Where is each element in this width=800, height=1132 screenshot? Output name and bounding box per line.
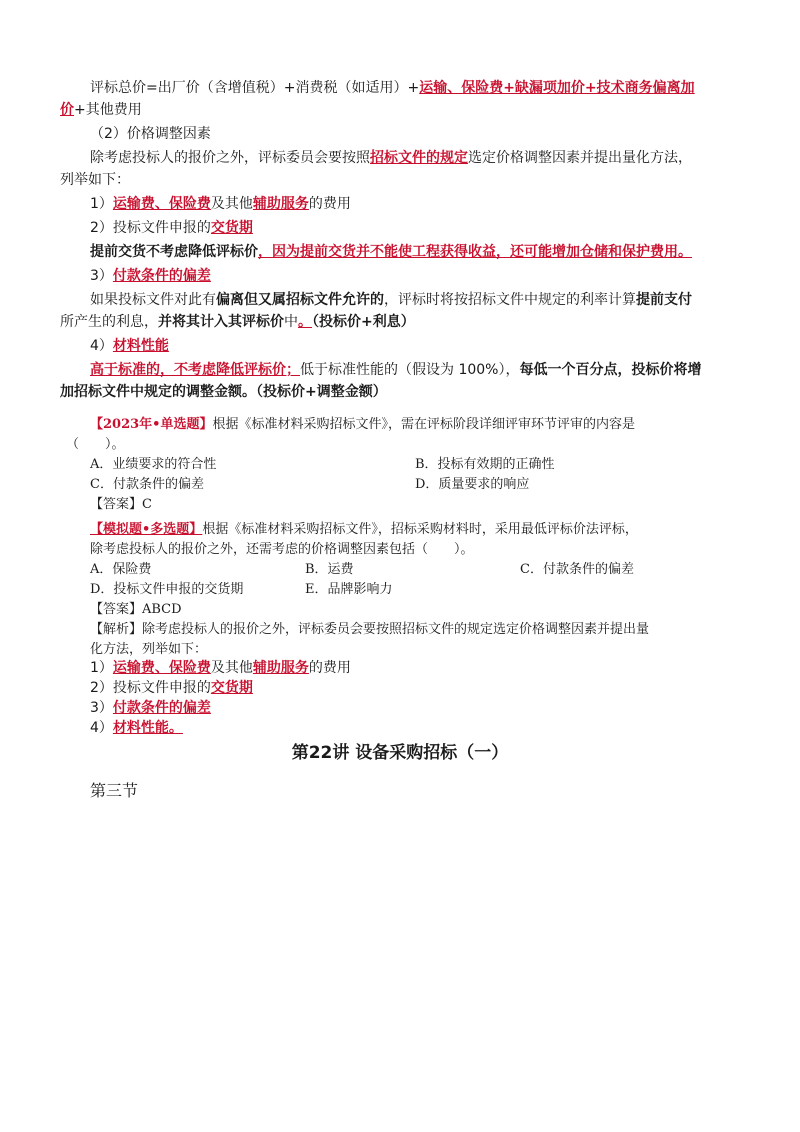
highlight: 高于标准的，不考虑降低评标价； — [90, 362, 300, 378]
text: 的费用 — [308, 660, 351, 676]
highlight: 材料性能 — [112, 338, 169, 354]
question-1-answer: 【答案】C — [90, 497, 152, 512]
highlight: 辅助服务 — [252, 196, 309, 212]
explanation-item-1 — [90, 658, 351, 678]
highlight: 运输费、保险费 — [112, 196, 211, 212]
list-item-4 — [90, 336, 169, 356]
num: 4） — [90, 338, 113, 354]
question-tag: 【模拟题•多选题】 — [90, 522, 203, 537]
num: 1） — [90, 660, 113, 676]
question-1-option-b: B．投标有效期的正确性 — [415, 457, 555, 472]
bold-text: 偏离但又属招标文件允许的 — [216, 292, 384, 308]
total-price-formula-line-1 — [90, 78, 695, 98]
question-1-option-a: A．业绩要求的符合性 — [90, 457, 217, 472]
bold-text: 并将其计入其评标价 — [158, 314, 284, 330]
list-item-3-note-1 — [90, 290, 692, 310]
highlight: 交货期 — [210, 680, 253, 696]
text: 及其他 — [210, 196, 253, 212]
bold-text: 每低一个百分点，投标价将增 — [519, 362, 702, 378]
formula-text: 评标总价=出厂价（含增值税）+消费税（如适用）+ — [90, 80, 420, 96]
list-item-4-note-1 — [90, 360, 701, 380]
text: 2）投标文件申报的 — [90, 220, 211, 236]
bold-text: 提前交货不考虑降低评标价 — [90, 244, 258, 260]
text: 中 — [284, 314, 298, 330]
question-1-option-c: C．付款条件的偏差 — [90, 477, 204, 492]
list-item-4-note-2: 加招标文件中规定的调整金额。（投标价+调整金额） — [60, 384, 387, 400]
price-adjust-heading: （2）价格调整因素 — [90, 126, 211, 142]
text: 低于标准性能的（假设为 100%）， — [300, 362, 520, 378]
question-2-stem-2: 除考虑投标人的报价之外，还需考虑的价格调整因素包括（ ）。 — [90, 542, 474, 557]
question-2-option-a: A．保险费 — [90, 562, 152, 577]
paragraph-price-adjust — [90, 148, 692, 168]
question-2-option-d: D．投标文件申报的交货期 — [90, 582, 244, 597]
question-2-answer: 【答案】ABCD — [90, 602, 182, 617]
question-2-stem — [90, 520, 638, 540]
highlight: 辅助服务 — [252, 660, 309, 676]
text: 所产生的利息， — [60, 314, 158, 330]
question-1-option-d: D．质量要求的响应 — [415, 477, 530, 492]
text: 除考虑投标人的报价之外，评标委员会要按照 — [90, 150, 370, 166]
text: 选定价格调整因素并提出量化方法， — [468, 150, 692, 166]
highlight: 交货期 — [210, 220, 253, 236]
question-text: 根据《标准材料采购招标文件》，需在评标阶段详细评审环节评审的内容是 — [212, 417, 636, 432]
text: 2）投标文件申报的 — [90, 680, 211, 696]
paragraph-list-intro: 列举如下： — [60, 172, 130, 188]
chapter-title: 第22讲 设备采购招标（一） — [291, 743, 509, 763]
num: 1） — [90, 196, 113, 212]
list-item-2-note — [90, 242, 692, 262]
question-2-option-b: B．运费 — [305, 562, 354, 577]
question-2-option-c: C．付款条件的偏差 — [520, 562, 634, 577]
highlight: 付款条件的偏差 — [112, 268, 211, 284]
text: 如果投标文件对此有 — [90, 292, 216, 308]
num: 4） — [90, 720, 113, 736]
highlight: ，因为提前交货并不能使工程获得收益，还可能增加仓储和保护费用。 — [258, 244, 692, 260]
question-2-explanation-2: 化方法，列举如下： — [90, 642, 208, 657]
total-price-formula-line-2 — [60, 100, 142, 120]
highlight: 招标文件的规定 — [370, 150, 468, 166]
explanation-item-4 — [90, 718, 183, 738]
explanation-item-3 — [90, 698, 211, 718]
num: 3） — [90, 700, 113, 716]
list-item-3 — [90, 266, 211, 286]
highlight: 材料性能。 — [112, 720, 183, 736]
question-2-option-e: E．品牌影响力 — [305, 582, 393, 597]
section-heading: 第三节 — [90, 781, 139, 800]
num: 3） — [90, 268, 113, 284]
text: 及其他 — [210, 660, 253, 676]
formula-text: +其他费用 — [74, 102, 142, 118]
highlight: 付款条件的偏差 — [112, 700, 211, 716]
text: 的费用 — [308, 196, 351, 212]
list-item-2 — [90, 218, 253, 238]
list-item-3-note-2 — [60, 312, 415, 332]
highlight: 。 — [298, 314, 312, 330]
question-text: 根据《标准材料采购招标文件》，招标采购材料时，采用最低评标价法评标， — [202, 522, 638, 537]
highlight: 运输费、保险费 — [112, 660, 211, 676]
formula-highlight: 运输、保险费+缺漏项加价+技术商务偏离加 — [419, 80, 695, 96]
bold-text: 提前支付 — [636, 292, 692, 308]
question-1-stem — [90, 415, 635, 435]
text: ，评标时将按招标文件中规定的利率计算 — [384, 292, 636, 308]
explanation-item-2 — [90, 678, 253, 698]
question-2-explanation-1: 【解析】除考虑投标人的报价之外，评标委员会要按照招标文件的规定选定价格调整因素并提出量 — [90, 622, 650, 637]
question-1-blank: （ ）。 — [66, 437, 125, 452]
list-item-1 — [90, 194, 351, 214]
question-tag: 【2023年•单选题】 — [90, 417, 213, 432]
bold-text: （投标价+利息） — [312, 314, 415, 330]
formula-highlight: 价 — [60, 102, 74, 118]
